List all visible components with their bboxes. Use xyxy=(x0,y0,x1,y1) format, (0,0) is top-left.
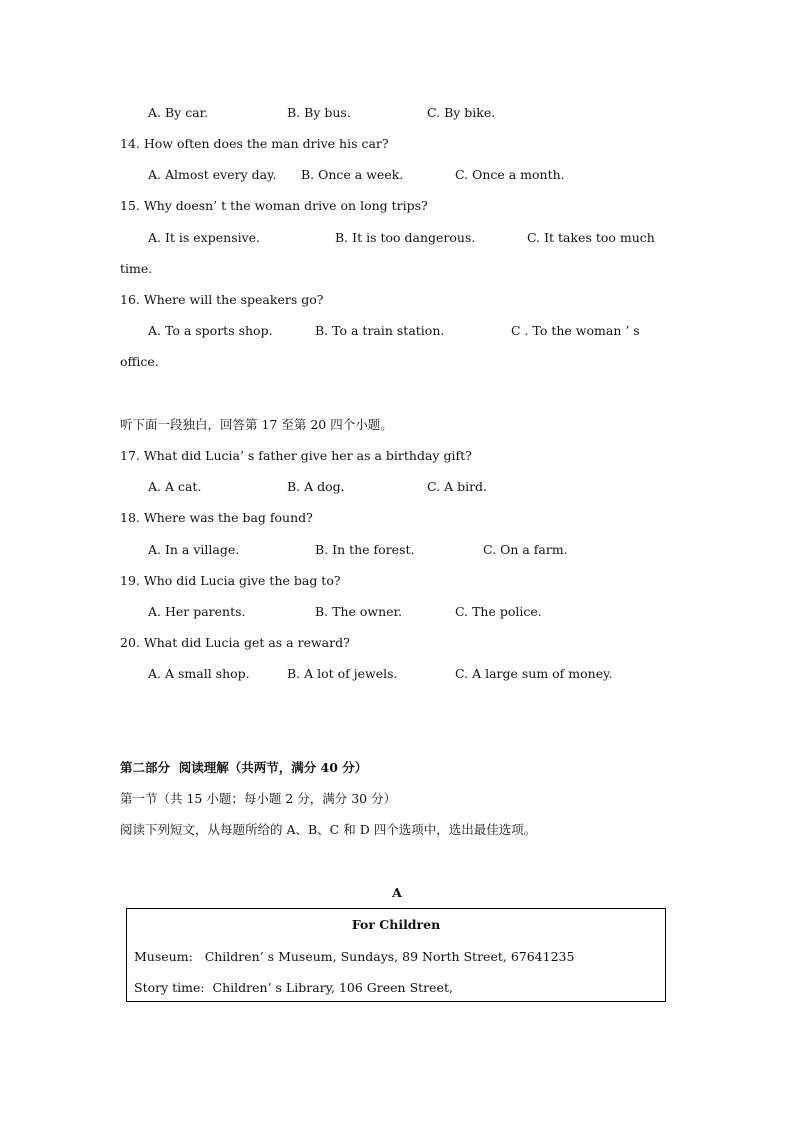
box-title: For Children xyxy=(351,917,441,932)
q17-option-c: C. A bird. xyxy=(427,479,488,494)
section-one-title: 第一节（共 15 小题；每小题 2 分，满分 30 分） xyxy=(120,791,397,806)
box-line-museum: Museum: Children’ s Museum, Sundays, 89 North Street, 67641235 xyxy=(134,949,575,964)
question-20: 20. What did Lucia get as a reward? xyxy=(120,635,350,650)
q20-option-b: B. A lot of jewels. xyxy=(287,666,398,681)
q13-option-a: A. By car. xyxy=(148,105,209,120)
q13-option-b: B. By bus. xyxy=(287,105,351,120)
q14-option-a: A. Almost every day. xyxy=(148,167,277,182)
q19-option-a: A. Her parents. xyxy=(148,604,246,619)
q14-option-c: C. Once a month. xyxy=(455,167,565,182)
q16-option-c: C . To the woman ’ s xyxy=(511,323,640,338)
passage-label: A xyxy=(392,885,402,900)
q20-option-c: C. A large sum of money. xyxy=(455,666,613,681)
q18-option-c: C. On a farm. xyxy=(483,542,568,557)
q20-option-a: A. A small shop. xyxy=(148,666,250,681)
box-line-story-time: Story time: Children’ s Library, 106 Green Street, xyxy=(134,980,453,995)
question-16: 16. Where will the speakers go? xyxy=(120,292,324,307)
question-18: 18. Where was the bag found? xyxy=(120,510,313,525)
q17-option-a: A. A cat. xyxy=(148,479,202,494)
for-children-box xyxy=(126,908,666,1002)
q18-option-a: A. In a village. xyxy=(148,542,240,557)
q18-option-b: B. In the forest. xyxy=(315,542,415,557)
q19-option-b: B. The owner. xyxy=(315,604,403,619)
q16-option-b: B. To a train station. xyxy=(315,323,445,338)
q17-option-b: B. A dog. xyxy=(287,479,345,494)
q16-option-a: A. To a sports shop. xyxy=(148,323,273,338)
question-14: 14. How often does the man drive his car? xyxy=(120,136,389,151)
monologue-instruction: 听下面一段独白，回答第 17 至第 20 四个小题。 xyxy=(120,417,393,432)
part-two-title: 第二部分 阅读理解（共两节，满分 40 分） xyxy=(120,760,368,775)
q13-option-c: C. By bike. xyxy=(427,105,496,120)
q19-option-c: C. The police. xyxy=(455,604,542,619)
q16-option-c-continued: office. xyxy=(120,354,159,369)
q15-option-a: A. It is expensive. xyxy=(148,230,261,245)
q15-option-c: C. It takes too much xyxy=(527,230,655,245)
q14-option-b: B. Once a week. xyxy=(301,167,404,182)
question-17: 17. What did Lucia’ s father give her as a birthday gift? xyxy=(120,448,472,463)
question-19: 19. Who did Lucia give the bag to? xyxy=(120,573,341,588)
reading-instruction: 阅读下列短文，从每题所给的 A、B、C 和 D 四个选项中，选出最佳选项。 xyxy=(120,822,537,837)
question-15: 15. Why doesn’ t the woman drive on long trips? xyxy=(120,198,428,213)
q15-option-b: B. It is too dangerous. xyxy=(335,230,476,245)
q15-option-c-continued: time. xyxy=(120,261,153,276)
